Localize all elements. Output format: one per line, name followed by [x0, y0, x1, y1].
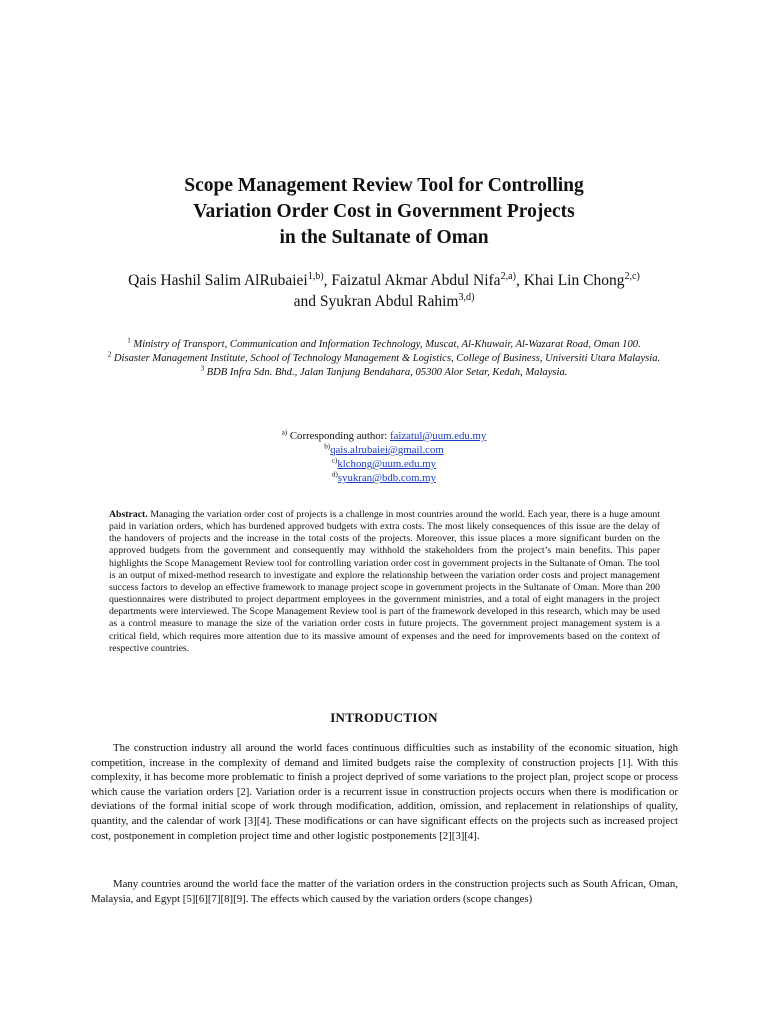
author-4-sup: 3,d) — [458, 291, 475, 303]
corresponding-email-link[interactable]: faizatul@uum.edu.my — [390, 430, 487, 442]
author-2-sup: 2,a) — [500, 270, 516, 282]
email-c-link[interactable]: klchong@uum.edu.my — [337, 458, 437, 470]
email-b-link[interactable]: qais.alrubaiei@gmail.com — [330, 444, 444, 456]
abstract — [109, 509, 660, 655]
affiliation-3 — [90, 366, 678, 380]
affiliation-1 — [90, 338, 678, 352]
affiliation-2-text: Disaster Management Institute, School of Technology Management & Logistics, College of Business, Universiti Utara Malaysia. — [111, 353, 661, 364]
corresponding-author-line — [90, 429, 678, 443]
author-1-name: Qais Hashil Salim AlRubaiei — [128, 272, 308, 289]
introduction-heading: INTRODUCTION — [330, 710, 438, 725]
email-b-sup: b) — [324, 442, 331, 451]
author-2-name: , Faizatul Akmar Abdul Nifa — [323, 272, 501, 289]
author-4-name: and Syukran Abdul Rahim — [293, 293, 459, 310]
corresponding-sup: a) — [281, 428, 288, 437]
author-3-name: , Khai Lin Chong — [515, 272, 625, 289]
title-line-1: Scope Management Review Tool for Controlling — [184, 175, 584, 196]
authors-line-1 — [60, 270, 708, 291]
title-line-3: in the Sultanate of Oman — [279, 227, 489, 248]
affiliation-1-text: Ministry of Transport, Communication and Information Technology, Muscat, Al-Khuwair, Al-Wazarat Road, Oman 100. — [130, 339, 641, 350]
abstract-lead: Abstract. — [109, 509, 148, 520]
authors-line-2 — [60, 291, 708, 312]
corresponding-label: Corresponding author: — [287, 430, 390, 442]
email-line-b — [90, 443, 678, 457]
introduction-paragraph-1: The construction industry all around the world faces continuous difficulties such as instability of the economic situation, high competition, increase in the complexity of demand and limited budgets raise the complexity of construction projects [1]. With this complexity, it has become more problematic to finish a project deprived of some variations to the project plan, project scope or process which cause the variation orders [2]. Variation order is a recurrent issue in construction projects occurs when there is modification or deviations of the formal initial scope of work through modification, addition, omission, and replacement in relationships of quality, quantity, and the calendar of work [3][4]. These modifications or can have significant effects on the projects such as increased project cost, postponement in completion project time and other logistic postponements [2][3][4]. — [91, 742, 678, 842]
introduction-paragraph-2: Many countries around the world face the matter of the variation orders in the construction projects such as South African, Oman, Malaysia, and Egypt [5][6][7][8][9]. The effects which caused by the variation orders (scope changes) — [91, 878, 678, 905]
author-3-sup: 2,c) — [624, 270, 640, 282]
abstract-text: Managing the variation order cost of projects is a challenge in most countries around the world. Each year, there is a huge amount paid in variation orders, which has burdened approved budgets with extra costs. The most likely consequences of this issue are the delay of the handovers of projects and the increase in the total costs of the projects. Moreover, this issue places a more significant burden on the approved budgets from the government and consequently may withhold the stakeholders from the project’s main benefits. This paper highlights the Scope Management Review tool for controlling variation order cost in government projects in the Sultanate of Oman. The tool is an output of mixed-method research to investigate and explore the relationship between the variation order costs and project management success factors to develop an effective framework to manage project scope in government projects in the Sultanate of Oman. More than 200 questionnaires were distributed to project department employees in the government ministries, and a total of eight managers in the project departments were interviewed. The Scope Management Review tool is part of the framework developed in this research, which may be used as a control measure to manage the size of the variation order costs in future projects. The government project management system is a critical field, which requires more attention due to its massive amount of expenses and the need for improvements based on the context of respective countries. — [109, 509, 660, 654]
author-list — [60, 270, 708, 312]
affiliation-1-sup: 1 — [127, 337, 131, 345]
title-line-2: Variation Order Cost in Government Projects — [193, 201, 575, 222]
author-1-sup: 1,b) — [307, 270, 324, 282]
email-c-sup: c) — [331, 456, 338, 465]
email-line-c — [90, 457, 678, 471]
affiliation-3-sup: 3 — [200, 365, 204, 373]
affiliation-2-sup: 2 — [107, 351, 112, 359]
paper-title — [84, 173, 684, 251]
affiliation-3-text: BDB Infra Sdn. Bhd., Jalan Tanjung Bendahara, 05300 Alor Setar, Kedah, Malaysia. — [204, 367, 568, 378]
correspondence — [90, 429, 678, 485]
email-d-sup: d) — [332, 470, 338, 479]
email-line-d — [90, 471, 678, 485]
affiliations — [90, 338, 678, 380]
affiliation-2 — [90, 352, 678, 366]
email-d-link[interactable]: syukran@bdb.com.my — [337, 472, 436, 484]
